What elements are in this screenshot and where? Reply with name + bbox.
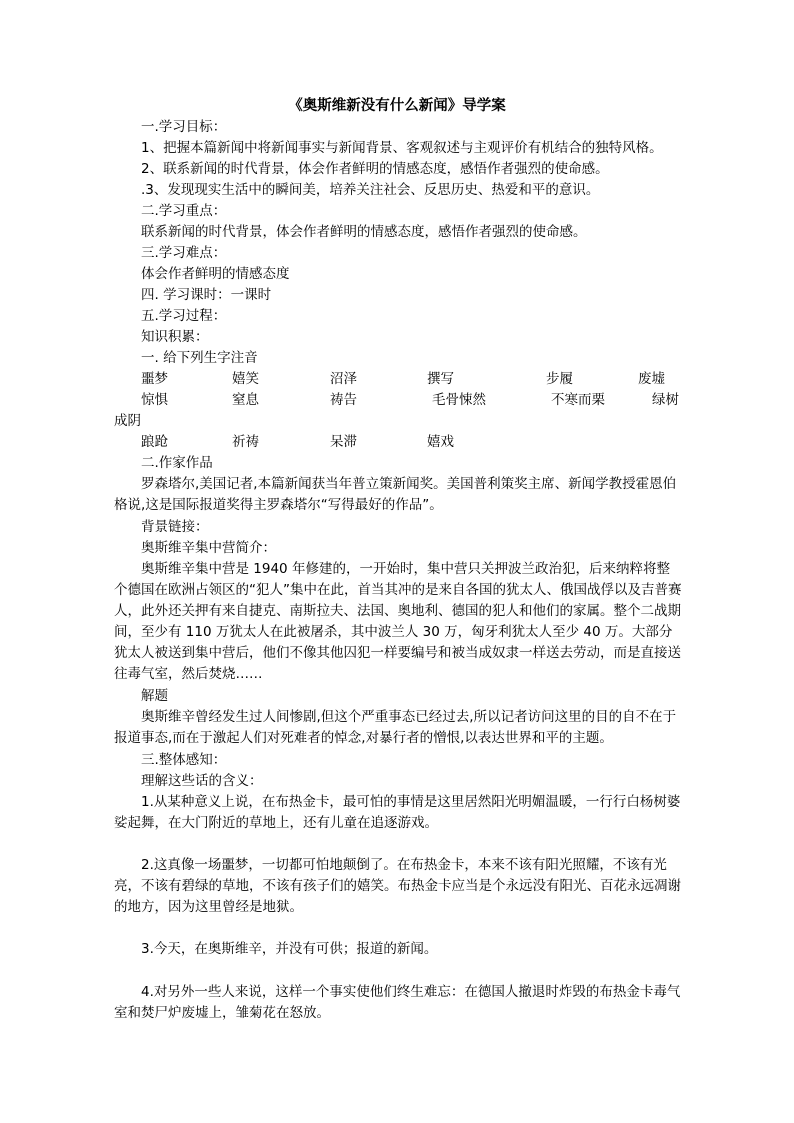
key-point-text: 联系新闻的时代背景，体会作者鲜明的情感态度，感悟作者强烈的使命感。 [141, 224, 587, 240]
section-heading-process: 五.学习过程： [141, 308, 227, 324]
vocab-word: 惊惧 [141, 392, 168, 408]
section-heading-goals: 一.学习目标： [141, 119, 227, 135]
question-4-text: 4.对另外一些人来说，这样一个事实使他们终生难忘：在德国人撤退时炸毁的布热金卡毒气室和焚尸炉废墟上，雏菊花在怒放。 [114, 984, 681, 1021]
vocab-word: 废墟 [638, 371, 665, 387]
phonetic-heading: 一. 给下列生字注音 [141, 350, 258, 366]
vocab-word: 祷告 [330, 392, 357, 408]
goal-item-2: 2、联系新闻的时代背景，体会作者鲜明的情感态度，感悟作者强烈的使命感。 [141, 161, 609, 177]
question-3-text: 3.今天，在奥斯维辛，并没有可供；报道的新闻。 [141, 941, 438, 957]
question-1-text: 1.从某种意义上说，在布热金卡，最可怕的事情是这里居然阳光明媚温暖，一行行白杨树婆娑起舞，在大门附近的草地上，还有儿童在追逐游戏。 [114, 794, 681, 831]
vocab-word: 嬉戏 [427, 434, 454, 450]
camp-intro-heading: 奥斯维辛集中营简介： [141, 540, 276, 556]
vocab-word: 沼泽 [330, 371, 357, 387]
difficulty-text: 体会作者鲜明的情感态度 [141, 266, 290, 282]
section-heading-difficulty: 三.学习难点： [141, 245, 227, 261]
vocab-word: 踉跄 [141, 434, 168, 450]
section-heading-overall: 三.整体感知： [141, 752, 227, 768]
author-paragraph [114, 474, 682, 516]
vocab-word: 撰写 [427, 371, 454, 387]
goal-item-3: .3、发现现实生活中的瞬间美，培养关注社会、反思历史、热爱和平的意识。 [141, 182, 600, 198]
vocab-word: 呆滞 [330, 434, 357, 450]
page-title: 《奥斯维新没有什么新闻》导学案 [288, 98, 506, 114]
understand-heading: 理解这些话的含义： [141, 773, 263, 789]
vocab-word: 窒息 [232, 392, 259, 408]
question-2-text: 2.这真像一场噩梦，一切都可怕地颠倒了。在布热金卡，本来不该有阳光照耀，不该有光亮，不该有碧绿的草地，不该有孩子们的嬉笑。布热金卡应当是个永远没有阳光、百花永远凋谢的地方，因为这里曾经是地狱。 [114, 857, 681, 915]
vocab-word: 毛骨悚然 [432, 392, 486, 408]
author-heading: 二.作家作品 [141, 455, 213, 471]
question-1 [114, 792, 682, 834]
knowledge-heading: 知识积累： [141, 329, 209, 345]
vocab-word: 不寒而栗 [551, 392, 605, 408]
vocab-word: 噩梦 [141, 371, 168, 387]
vocab-word: 祈祷 [232, 434, 259, 450]
question-2 [114, 855, 682, 918]
title-explanation-heading: 解题 [141, 688, 168, 704]
question-3 [114, 939, 682, 960]
title-explanation-paragraph [114, 707, 682, 749]
camp-text: 奥斯维辛集中营是 1940 年修建的，一开始时，集中营只关押波兰政治犯，后来纳粹将整个德国在欧洲占领区的“犯人”集中在此，首当其冲的是来自各国的犹太人、俄国战俘以及吉普赛人，此外还关押有来自捷克、南斯拉夫、法国、奥地利、德国的犯人和他们的家属。整个二战期间，至少有 110 万犹太人在此被屠杀，其中波兰人 30 万，匈牙利犹太人至少 40 万。大部分犹太人被送到集中营后，他们不像其他囚犯一样要编号和被当成奴隶一样送去劳动，而是直接送往毒气室，然后焚烧…… [114, 561, 682, 682]
vocab-word: 嬉笑 [232, 371, 259, 387]
author-text: 罗森塔尔,美国记者,本篇新闻获当年普立策新闻奖。美国普利策奖主席、新闻学教授霍恩伯格说,这是国际报道奖得主罗森塔尔“写得最好的作品”。 [114, 476, 677, 513]
title-explanation-text: 奥斯维辛曾经发生过人间惨剧,但这个严重事态已经过去,所以记者访问这里的目的自不在于报道事态,而在于激起人们对死难者的悼念,对暴行者的憎恨,以表达世界和平的主题。 [114, 709, 677, 746]
section-heading-key-points: 二.学习重点： [141, 203, 227, 219]
section-heading-class-hours: 四. 学习课时：一课时 [141, 287, 272, 303]
vocab-word: 绿树 [652, 392, 679, 408]
background-link-heading: 背景链接： [141, 519, 209, 535]
question-4 [114, 982, 682, 1024]
goal-item-1: 1、把握本篇新闻中将新闻事实与新闻背景、客观叙述与主观评价有机结合的独特风格。 [141, 140, 663, 156]
camp-paragraph [114, 559, 682, 685]
vocab-word: 步履 [546, 371, 573, 387]
vocab-word-wrap: 成阴 [114, 413, 141, 429]
